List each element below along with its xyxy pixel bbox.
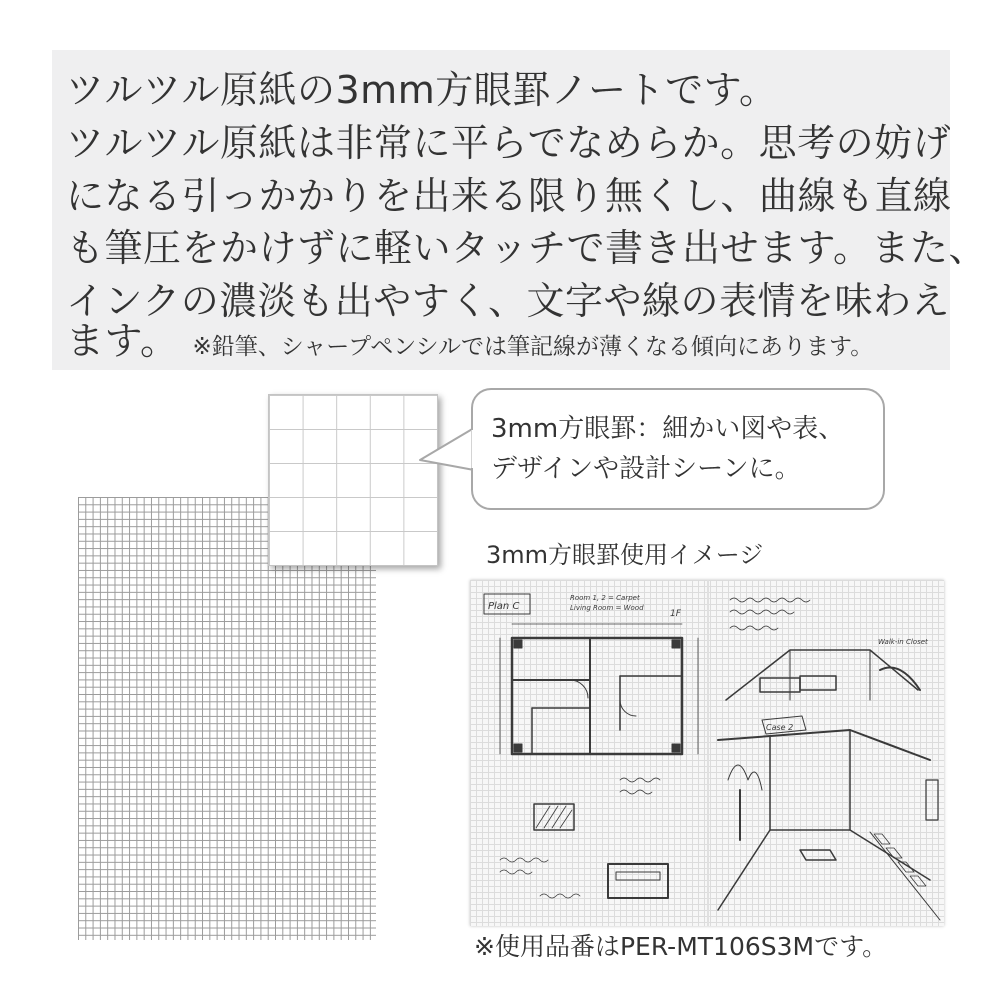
floor-label: 1F	[670, 609, 681, 619]
description-line-6-text: ます。	[66, 319, 179, 363]
bubble-line-2: デザインや設計シーンに。	[491, 454, 801, 484]
product-number-footnote: ※使用品番はPER-MT106S3Mです。	[474, 932, 888, 961]
description-line-1: ツルツル原紙の3mm方眼罫ノートです。	[66, 68, 778, 112]
sample-caption: 3mm方眼罫使用イメージ	[486, 541, 764, 569]
room-note: Room 1, 2 = Carpet	[570, 594, 640, 602]
walk-in-note: Walk-in Closet	[878, 638, 928, 646]
sample-usage-image	[470, 580, 944, 926]
architecture-sketch	[470, 580, 944, 926]
case-label: Case 2	[766, 723, 794, 732]
description-line-5: インクの濃淡も出やすく、文字や線の表情を味わえ	[66, 279, 950, 323]
living-note: Living Room = Wood	[570, 604, 644, 612]
description-line-2: ツルツル原紙は非常に平らでなめらか。思考の妨げ	[66, 121, 952, 165]
description-line-4: も筆圧をかけずに軽いタッチで書き出せます。また、	[66, 226, 987, 270]
bubble-line-1: 3mm方眼罫：細かい図や表、	[491, 414, 845, 444]
pencil-note: ※鉛筆、シャープペンシルでは筆記線が薄くなる傾向にあります。	[192, 334, 874, 360]
description-line-3: になる引っかかりを出来る限り無くし、曲線も直線	[66, 174, 952, 218]
plan-label: Plan C	[488, 601, 520, 612]
